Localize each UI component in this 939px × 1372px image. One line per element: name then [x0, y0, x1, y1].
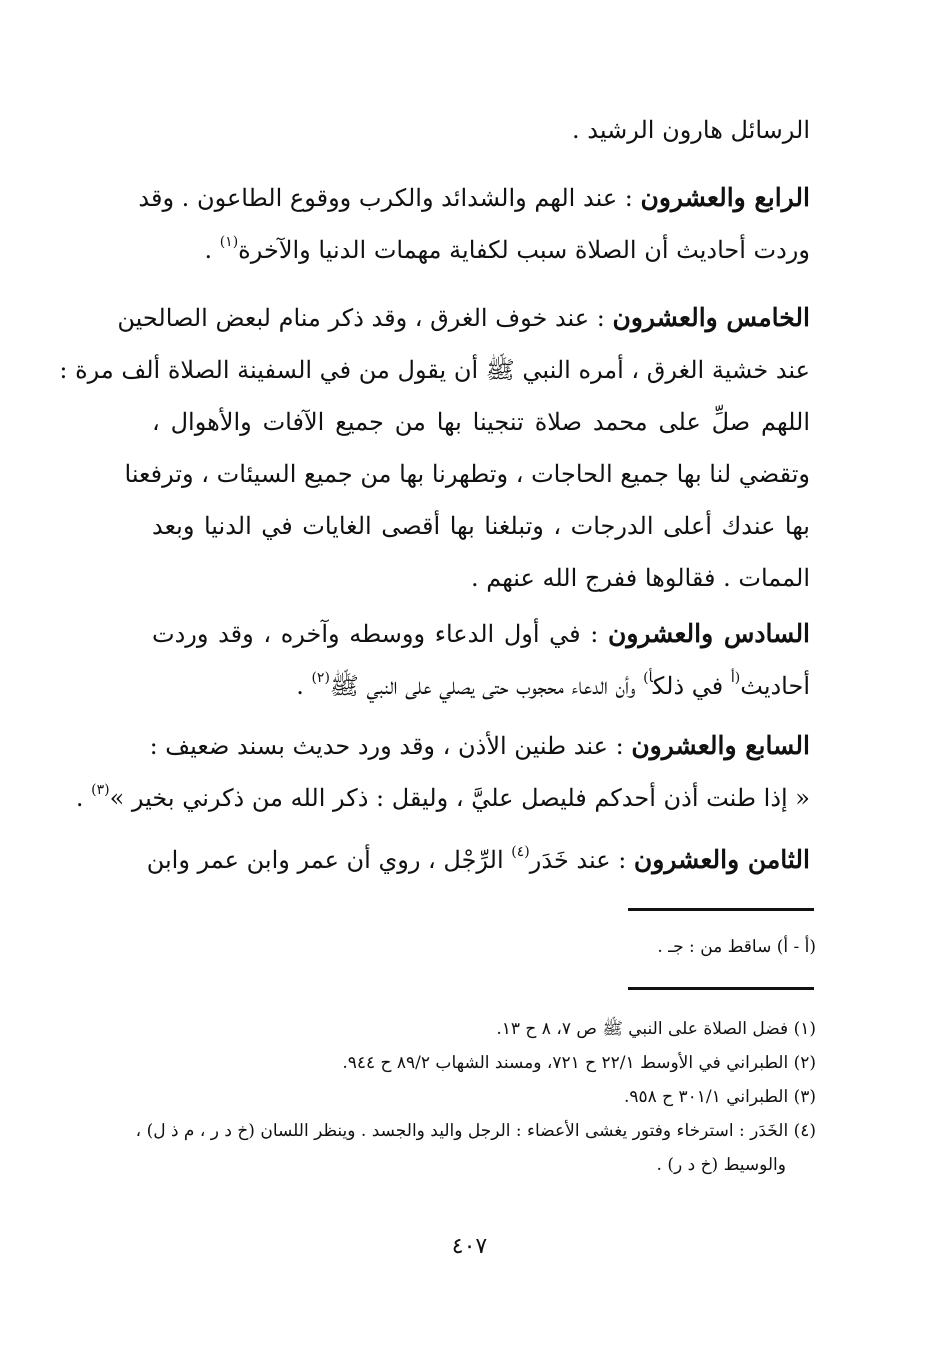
variant-note-text: (أ - أ) ساقط من : جـ .	[657, 937, 816, 957]
footnotes-rule	[628, 987, 814, 990]
footnote-ref-4[interactable]: (٤)	[511, 844, 530, 860]
paragraph-24-heading: الرابع والعشرون	[640, 183, 810, 212]
footnotes	[135, 1012, 816, 1182]
footnote-ref-1[interactable]: (١)	[219, 234, 239, 250]
continuation-line	[152, 104, 810, 156]
top-line: الرسائل هارون الرشيد .	[572, 116, 810, 144]
footnote-4: (٤) الخَدَر : استرخاء وفتور يغشى الأعضاء : الرجل واليد والجسد . وينظر اللسان (خ د ر ، م ذ ل) ،	[135, 1121, 816, 1141]
paragraph-26-line-2: أحاديث$^{(أ}$ في ذلك$^{أ)}$ وأن الدعاء محجوب حتى يصلي على النبي ﷺ$^{(٢)}$ .	[296, 670, 810, 700]
page-number: ٤٠٧	[451, 1234, 488, 1259]
paragraph-28-line-1: الثامن والعشرون : عند خَدَر$^{(٤)}$ الرِّجْل ، روي أن عمر وابن عمر وابن	[146, 844, 810, 874]
variant-mark-open: (أ	[730, 670, 741, 686]
paragraph-25-line-1: الخامس والعشرون : عند خوف الغرق ، وقد ذكر منام لبعض الصالحين	[117, 303, 810, 332]
paragraph-25-line-6: الممات . فقالوها ففرج الله عنهم .	[470, 564, 810, 592]
variant-note-rule	[628, 908, 814, 911]
footnote-1: (١) فضل الصلاة على النبي ﷺ ص ٧، ٨ ح ١٣.	[496, 1019, 816, 1039]
paragraph-24-line-1: الرابع والعشرون : عند الهم والشدائد والكرب ووقوع الطاعون . وقد	[138, 183, 810, 212]
variant-note	[152, 930, 816, 964]
paragraph-28-heading: الثامن والعشرون	[633, 845, 810, 874]
footnote-3: (٣) الطبراني ٣٠١/١ ح ٩٥٨.	[623, 1087, 816, 1107]
paragraph-26	[152, 608, 810, 712]
paragraph-25-line-3: اللهم صلِّ على محمد صلاة تنجينا بها من جميع الآفات والأهوال ،	[152, 408, 811, 436]
paragraph-28	[146, 834, 810, 886]
paragraph-25	[59, 292, 811, 604]
paragraph-25-line-5: بها عندك أعلى الدرجات ، وتبلغنا بها أقصى الغايات في الدنيا وبعد	[152, 512, 810, 540]
paragraph-27-heading: السابع والعشرون	[631, 731, 810, 760]
paragraph-24-line-2: وردت أحاديث أن الصلاة سبب لكفاية مهمات الدنيا والآخرة$^{(١)}$ .	[204, 234, 810, 264]
footnote-ref-3[interactable]: (٣)	[91, 782, 110, 798]
paragraph-27	[75, 720, 810, 824]
paragraph-27-line-2: « إذا طنت أذن أحدكم فليصل عليَّ ، وليقل : ذكر الله من ذكرني بخير »$^{(٣)}$ .	[75, 782, 810, 812]
paragraph-25-heading: الخامس والعشرون	[612, 303, 810, 332]
paragraph-25-line-2: عند خشية الغرق ، أمره النبي ﷺ أن يقول من في السفينة الصلاة ألف مرة :	[59, 356, 810, 384]
paragraph-24	[138, 172, 810, 276]
paragraph-26-heading: السادس والعشرون	[607, 619, 811, 648]
variant-mark-close: أ)	[643, 670, 653, 686]
footnote-ref-2[interactable]: (٢)	[311, 670, 330, 686]
footnote-2: (٢) الطبراني في الأوسط ٢٢/١ ح ٧٢١، ومسند الشهاب ٨٩/٢ ح ٩٤٤.	[342, 1053, 816, 1073]
paragraph-26-line-1: السادس والعشرون : في أول الدعاء ووسطه وآخره ، وقد وردت	[152, 619, 811, 648]
footnote-4-continuation: والوسيط (خ د ر) .	[656, 1155, 786, 1175]
paragraph-27-line-1: السابع والعشرون : عند طنين الأذن ، وقد ورد حديث بسند ضعيف :	[149, 731, 810, 760]
paragraph-25-line-4: وتقضي لنا بها جميع الحاجات ، وتطهرنا بها من جميع السيئات ، وترفعنا	[124, 460, 810, 488]
